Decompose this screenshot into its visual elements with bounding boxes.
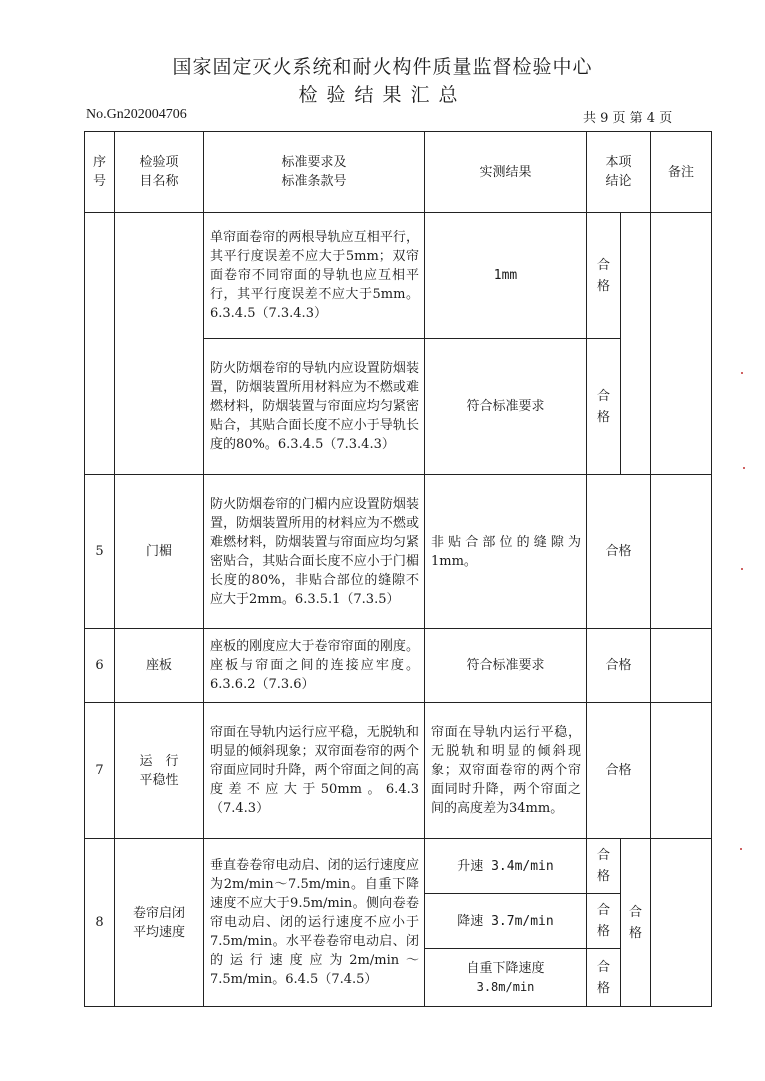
item-cell: 座板 [115,629,204,703]
standard-cell: 座板的刚度应大于卷帘帘面的刚度。座板与帘面之间的连接应牢度。6.3.6.2（7.3.6） [204,629,425,703]
standard-cell: 帘面在导轨内运行应平稳，无脱轨和明显的倾斜现象；双帘面卷帘的两个帘面应同时升降，两个帘面之间的高度差不应大于50mm。6.4.3（7.4.3） [204,703,425,839]
result-cell: 升速 3.4m/min [425,839,587,894]
header-remark: 备注 [651,132,712,213]
table-row [85,839,712,894]
header-conclusion: 本项 结论 [587,132,651,213]
seq-cell: 5 [85,475,115,629]
sub-conclusion-cell: 合格 [587,949,621,1007]
result-cell: 符合标准要求 [425,629,587,703]
page-info: 共 9 页 第 4 页 [583,111,673,126]
table-row [85,703,712,839]
standard-cell: 防火防烟卷帘的门楣内应设置防烟装置，防烟装置所用的材料应为不燃或难燃材料，防烟装置与帘面应均匀紧密贴合，其贴合面长度不应小于门楣长度的80%，非贴合部位的缝隙不应大于2mm。6.3.5.1（7.3.5） [204,475,425,629]
header-item: 检验项 目名称 [115,132,204,213]
result-cell: 降速 3.7m/min [425,894,587,949]
conclusion-cell [621,213,651,475]
seq-cell: 8 [85,839,115,1007]
conclusion-cell: 合格 [587,629,651,703]
document-number: No.Gn202004706 [86,107,187,122]
item-cell [115,213,204,475]
seq-cell [85,213,115,475]
remark-cell [651,629,712,703]
header-result: 实测结果 [425,132,587,213]
remark-cell [651,703,712,839]
sub-conclusion-cell: 合格 [587,839,621,894]
result-cell: 非贴合部位的缝隙为1mm。 [425,475,587,629]
table-row [85,475,712,629]
conclusion-cell: 合格 [587,703,651,839]
result-cell: 1mm [425,213,587,339]
table-row [85,629,712,703]
standard-cell: 单帘面卷帘的两根导轨应互相平行，其平行度误差不应大于5mm；双帘面卷帘不同帘面的导轨也应互相平行，其平行度误差不应大于5mm。6.3.4.5（7.3.4.3） [204,213,425,339]
margin-mark [741,372,743,374]
item-cell: 卷帘启闭 平均速度 [115,839,204,1007]
sub-conclusion-cell: 合格 [587,339,621,475]
conclusion-cell: 合格 [587,475,651,629]
item-cell: 门楣 [115,475,204,629]
table-header-row [85,132,712,213]
margin-mark [741,568,743,570]
doc-title: 检验结果汇总 [298,84,467,106]
sub-conclusion-cell: 合格 [587,894,621,949]
standard-cell: 防火防烟卷帘的导轨内应设置防烟装置，防烟装置所用材料应为不燃或难燃材料，防烟装置与帘面应均匀紧密贴合，其贴合面长度不应小于导轨长度的80%。6.3.4.5（7.3.4.3） [204,339,425,475]
result-cell: 帘面在导轨内运行平稳，无脱轨和明显的倾斜现象；双帘面卷帘的两个帘面同时升降，两个帘面之间的高度差为34mm。 [425,703,587,839]
item-cell: 运 行 平稳性 [115,703,204,839]
results-table [84,131,712,1007]
header-standard: 标准要求及 标准条款号 [204,132,425,213]
table-row [85,213,712,339]
margin-mark [740,848,742,850]
org-title: 国家固定灭火系统和耐火构件质量监督检验中心 [172,56,593,78]
remark-cell [651,213,712,475]
result-cell: 符合标准要求 [425,339,587,475]
header-seq: 序 号 [85,132,115,213]
margin-mark [743,467,745,469]
standard-cell: 垂直卷卷帘电动启、闭的运行速度应为2m/min～7.5m/min。自重下降速度不应大于9.5m/min。侧向卷卷帘电动启、闭的运行速度不应小于7.5m/min。水平卷卷帘电动启、闭的运行速度应为2m/min～7.5m/min。6.4.5（7.4.5） [204,839,425,1007]
result-cell: 自重下降速度 3.8m/min [425,949,587,1007]
conclusion-cell: 合格 [621,839,651,1007]
sub-conclusion-cell: 合格 [587,213,621,339]
seq-cell: 7 [85,703,115,839]
remark-cell [651,475,712,629]
seq-cell: 6 [85,629,115,703]
remark-cell [651,839,712,1007]
